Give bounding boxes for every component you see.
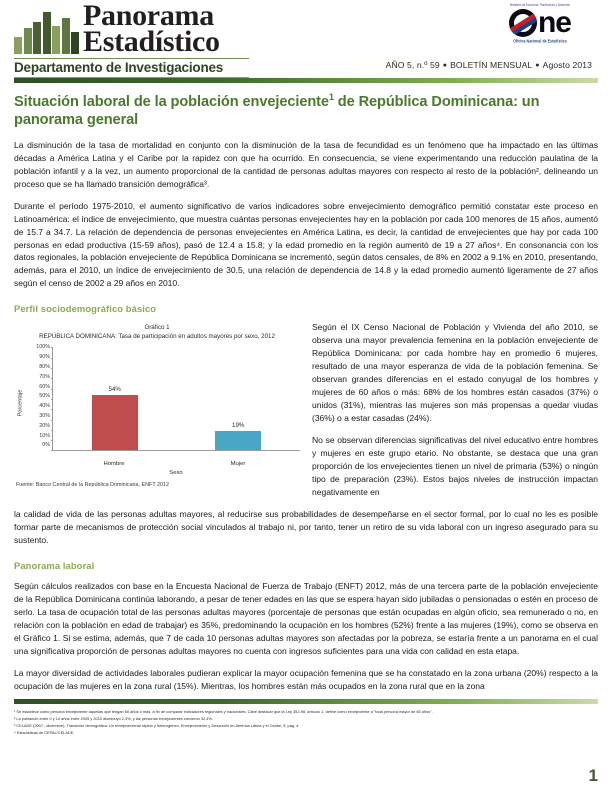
ytick: 100% bbox=[36, 344, 50, 351]
chart-tick-mark bbox=[51, 450, 54, 451]
chart-tick-mark bbox=[51, 430, 54, 431]
issue-information bbox=[386, 60, 592, 70]
chart-y-axis-ticks bbox=[26, 344, 52, 450]
chart-bar-1 bbox=[215, 431, 261, 451]
chart-plot-wrapper bbox=[14, 344, 300, 459]
brand-divider-bottom bbox=[14, 77, 249, 78]
chart-bar-0 bbox=[92, 395, 138, 451]
chart-x-axis-title: Sexo bbox=[169, 470, 183, 477]
issue-year: AÑO 5, n.º 59 bbox=[385, 60, 440, 70]
chart-figure-label: Gráfico 1 bbox=[144, 324, 170, 332]
agency-subtitle: Oficina Nacional de Estadística bbox=[513, 38, 567, 44]
chart-1 bbox=[14, 321, 300, 488]
wordmark bbox=[83, 0, 220, 58]
page-title bbox=[14, 92, 598, 130]
separator-dot-icon: ● bbox=[442, 62, 448, 70]
page-title-rest: de República Dominicana: un panorama general bbox=[14, 93, 540, 129]
ytick: 70% bbox=[39, 373, 50, 380]
ytick: 10% bbox=[39, 432, 50, 439]
perfil-paragraph-2: No se observan diferencias significativas del nivel educativo entre hombres y mujeres en este grupo etario. No obstante, se destaca que una gran proporción de los envejecientes tienen un nivel de primaria (53%) o ningún tipo de preparación (23%). Estos bajos niveles de instrucción impactan negativamente en bbox=[312, 435, 598, 498]
chart-tick-mark bbox=[51, 440, 54, 441]
chart-tick-mark bbox=[51, 409, 54, 410]
chart-bar-group-hombre bbox=[92, 385, 138, 451]
chart-tick-mark bbox=[51, 378, 54, 379]
one-agency-logo bbox=[494, 4, 586, 43]
chart-source-note: Fuente: Banco Central de la República Dominicana, ENFT 2012 bbox=[16, 482, 170, 489]
section-heading-perfil: Perfil sociodemográfico básico bbox=[14, 303, 157, 315]
publication-brand bbox=[14, 2, 264, 78]
department-label: Departamento de Investigaciones bbox=[14, 60, 224, 76]
xtick-mujer: Mujer bbox=[230, 461, 246, 468]
ytick: 50% bbox=[39, 393, 50, 400]
ytick: 30% bbox=[39, 412, 50, 419]
perfil-paragraph-1: Según el IX Censo Nacional de Población y Vivienda del año 2010, se observa una mayor prevalencia femenina en la población envejeciente de República Dominicana: por cada hombre hay en promedio 6 mujeres, resultado de una mayor esperanza de vida de la población femenina. Se observan grandes diferencias en el estado conyugal de los hombres y mujeres de 60 años o más: 68% de los hombres están casados (37%) o unidos (31%), mientras las mujeres son más propensas a quedar viudas (36%) o a estar casadas (24%). bbox=[312, 322, 598, 424]
xtick-hombre: Hombre bbox=[103, 461, 125, 468]
ytick: 40% bbox=[39, 403, 50, 410]
perfil-paragraph-continued: la calidad de vida de las personas adultas mayores, al reducirse sus probabilidades de desempeñarse en el sector formal, por lo cual no les es posible formar parte de mecanismos de protección social vinculados al trabajo ni, por tanto, tener un retiro de su vida laboral con un ingreso asegurado para su sustento. bbox=[14, 509, 598, 546]
chart-bar-value-label-1: 19% bbox=[232, 421, 245, 429]
page-number: 1 bbox=[588, 766, 598, 785]
footnote-1: ¹ Se establece como persona envejeciente aquellas que tengan 60 años o más, a fin de comparar indicadores regionales y nacionales. Cabe destacar que la Ley 352-98, artículo 1, define como envejeciente a "toda persona mayor de 65 años". bbox=[14, 709, 433, 715]
ytick: 90% bbox=[39, 354, 50, 361]
section-heading-laboral: Panorama laboral bbox=[14, 560, 95, 572]
separator-dot-icon-2: ● bbox=[535, 62, 540, 70]
chart-bar-group-mujer bbox=[215, 421, 261, 451]
footnotes-block bbox=[14, 709, 598, 736]
footnote-4: ⁴ Estadísticas de CEPAL/CELADE. bbox=[14, 729, 75, 735]
one-acronym: ne bbox=[537, 6, 571, 39]
laboral-paragraph-1: Según cálculos realizados con base en la Encuesta Nacional de Fuerza de Trabajo (ENFT) 2012, más de una tercera parte de la población envejeciente de la República Dominicana continúa laborando, a pesar de tener edades en las que se espera hayan sido jubiladas o pensionadas o estén en proceso de serlo. La tasa de ocupación total de las personas adultas mayores (porcentaje de personas que están ocupadas en algún oficio, sea remunerado o no, en relación con la población en edad de trabajar) es 35%, predominando la ocupación en los hombres (52%) frente a las mujeres (19%), como se observa en el Gráfico 1. Si se estima, además, que 7 de cada 10 personas adultas mayores son afectadas por la pobreza, se estaría frente a un panorama en el cual una significativa proporción de personas adultas mayores no cuenta con ingresos suficientes para una vida con calidad en esta etapa. bbox=[14, 581, 598, 657]
page-title-main: Situación laboral de la población envejeciente bbox=[14, 93, 329, 110]
chart-bars bbox=[53, 347, 300, 450]
footnote-2: ² La población entre 0 y 14 años entre 2005 y 2010 disminuyó 2.3%, y las personas envejecientes crecieron 32.4%. bbox=[14, 715, 213, 721]
chart-tick-mark bbox=[51, 399, 54, 400]
brand-line-2: Estadístico bbox=[83, 24, 220, 58]
circle-o-icon bbox=[509, 9, 537, 37]
chart-title-text: REPÚBLICA DOMINICANA: Tasa de participación en adultos mayores por sexo, 2012 bbox=[39, 333, 275, 341]
header-green-rule bbox=[14, 78, 598, 83]
ytick: 80% bbox=[39, 364, 50, 370]
chart-tick-mark bbox=[51, 420, 54, 421]
brand-line-1: Panorama bbox=[83, 0, 214, 32]
chart-title-block bbox=[14, 324, 300, 342]
chart-tick-mark bbox=[51, 347, 54, 348]
text-column bbox=[312, 321, 598, 499]
issue-type: BOLETÍN MENSUAL bbox=[450, 60, 533, 70]
chart-plot-area bbox=[52, 347, 300, 451]
issue-date: Agosto 2013 bbox=[542, 60, 592, 70]
chart-tick-mark bbox=[51, 389, 54, 390]
ytick: 20% bbox=[39, 422, 50, 429]
footnote-3: ³ CELADE (2007., diciembre). Transición demográfica: Un envejecimiento rápido y heterogéneo. Envejecimiento y Desarrollo en América Latina y el Caribe, 5, pág. 4. bbox=[14, 722, 300, 728]
page-header bbox=[0, 0, 612, 78]
chart-x-axis-labels bbox=[52, 461, 300, 467]
chart-y-axis-title: Porcentaje bbox=[17, 390, 23, 417]
page-title-footnote-ref: 1 bbox=[328, 92, 334, 102]
laboral-paragraph-2: La mayor diversidad de actividades laborales pudieran explicar la mayor ocupación femenina que se ha constatado en la zona urbana (20%) respecto a la ocupación de las mujeres en la zona rural (15%). Mientras, los hombres están más ocupados en la zona rural que en la zona bbox=[14, 668, 598, 692]
footer-green-rule bbox=[14, 699, 598, 704]
intro-paragraph-1: La disminución de la tasa de mortalidad en conjunto con la disminución de la tasa de fecundidad es un fenómeno que ha impactado en las últimas décadas a América Latina y el Caribe por la rapidez con que ha ocurrido. En consecuencia, se viene experimentando una reducción paulatina de la población infantil y a la vez, un aumento proporcional de la cantidad de personas adultas mayores con respecto al resto de la población², delineando un proceso que se ha llamado transición demográfica³. bbox=[14, 139, 598, 189]
two-column-block bbox=[14, 321, 598, 499]
ministry-label: Ministerio de Economía, Planificación y Desarrollo bbox=[509, 3, 571, 8]
article-content bbox=[0, 139, 612, 693]
chart-tick-mark bbox=[51, 368, 54, 369]
one-logo-mark bbox=[494, 8, 586, 38]
ytick: 0% bbox=[42, 442, 50, 449]
ytick: 60% bbox=[39, 383, 50, 390]
bar-chart-logo-icon bbox=[14, 10, 79, 54]
chart-bar-value-label-0: 54% bbox=[108, 385, 121, 393]
intro-paragraph-2: Durante el período 1975-2010, el aumento significativo de varios indicadores sobre envejecimiento demográfico permitió constatar este proceso en Latinoamérica: el índice de envejecimiento, que muestra cuántas personas envejecientes hay en la población por cada 100 menores de 15 años, aumentó de 15.7 a 34.7. La relación de dependencia de personas envejecientes en América Latina, es decir, la cantidad de envejecientes que hay por cada 100 personas en edad productiva (15-59 años), pasó de 12.4 a 15.8; y la edad promedio en la región aumentó de 19 a 27 años⁴. En consonancia con los datos regionales, la población envejeciente de República Dominicana se incrementó, según datos censales, de 8% en 2002 a 9.1% en 2010, presentando, además, para el 2010, un índice de envejecimiento de 30.5, una relación de dependencia de 14.8 y la edad promedio aumentó ligeramente de 27 años según el censo de 2002 a 29 años en 2010. bbox=[14, 200, 598, 289]
chart-column bbox=[14, 321, 300, 499]
chart-tick-mark bbox=[51, 358, 54, 359]
